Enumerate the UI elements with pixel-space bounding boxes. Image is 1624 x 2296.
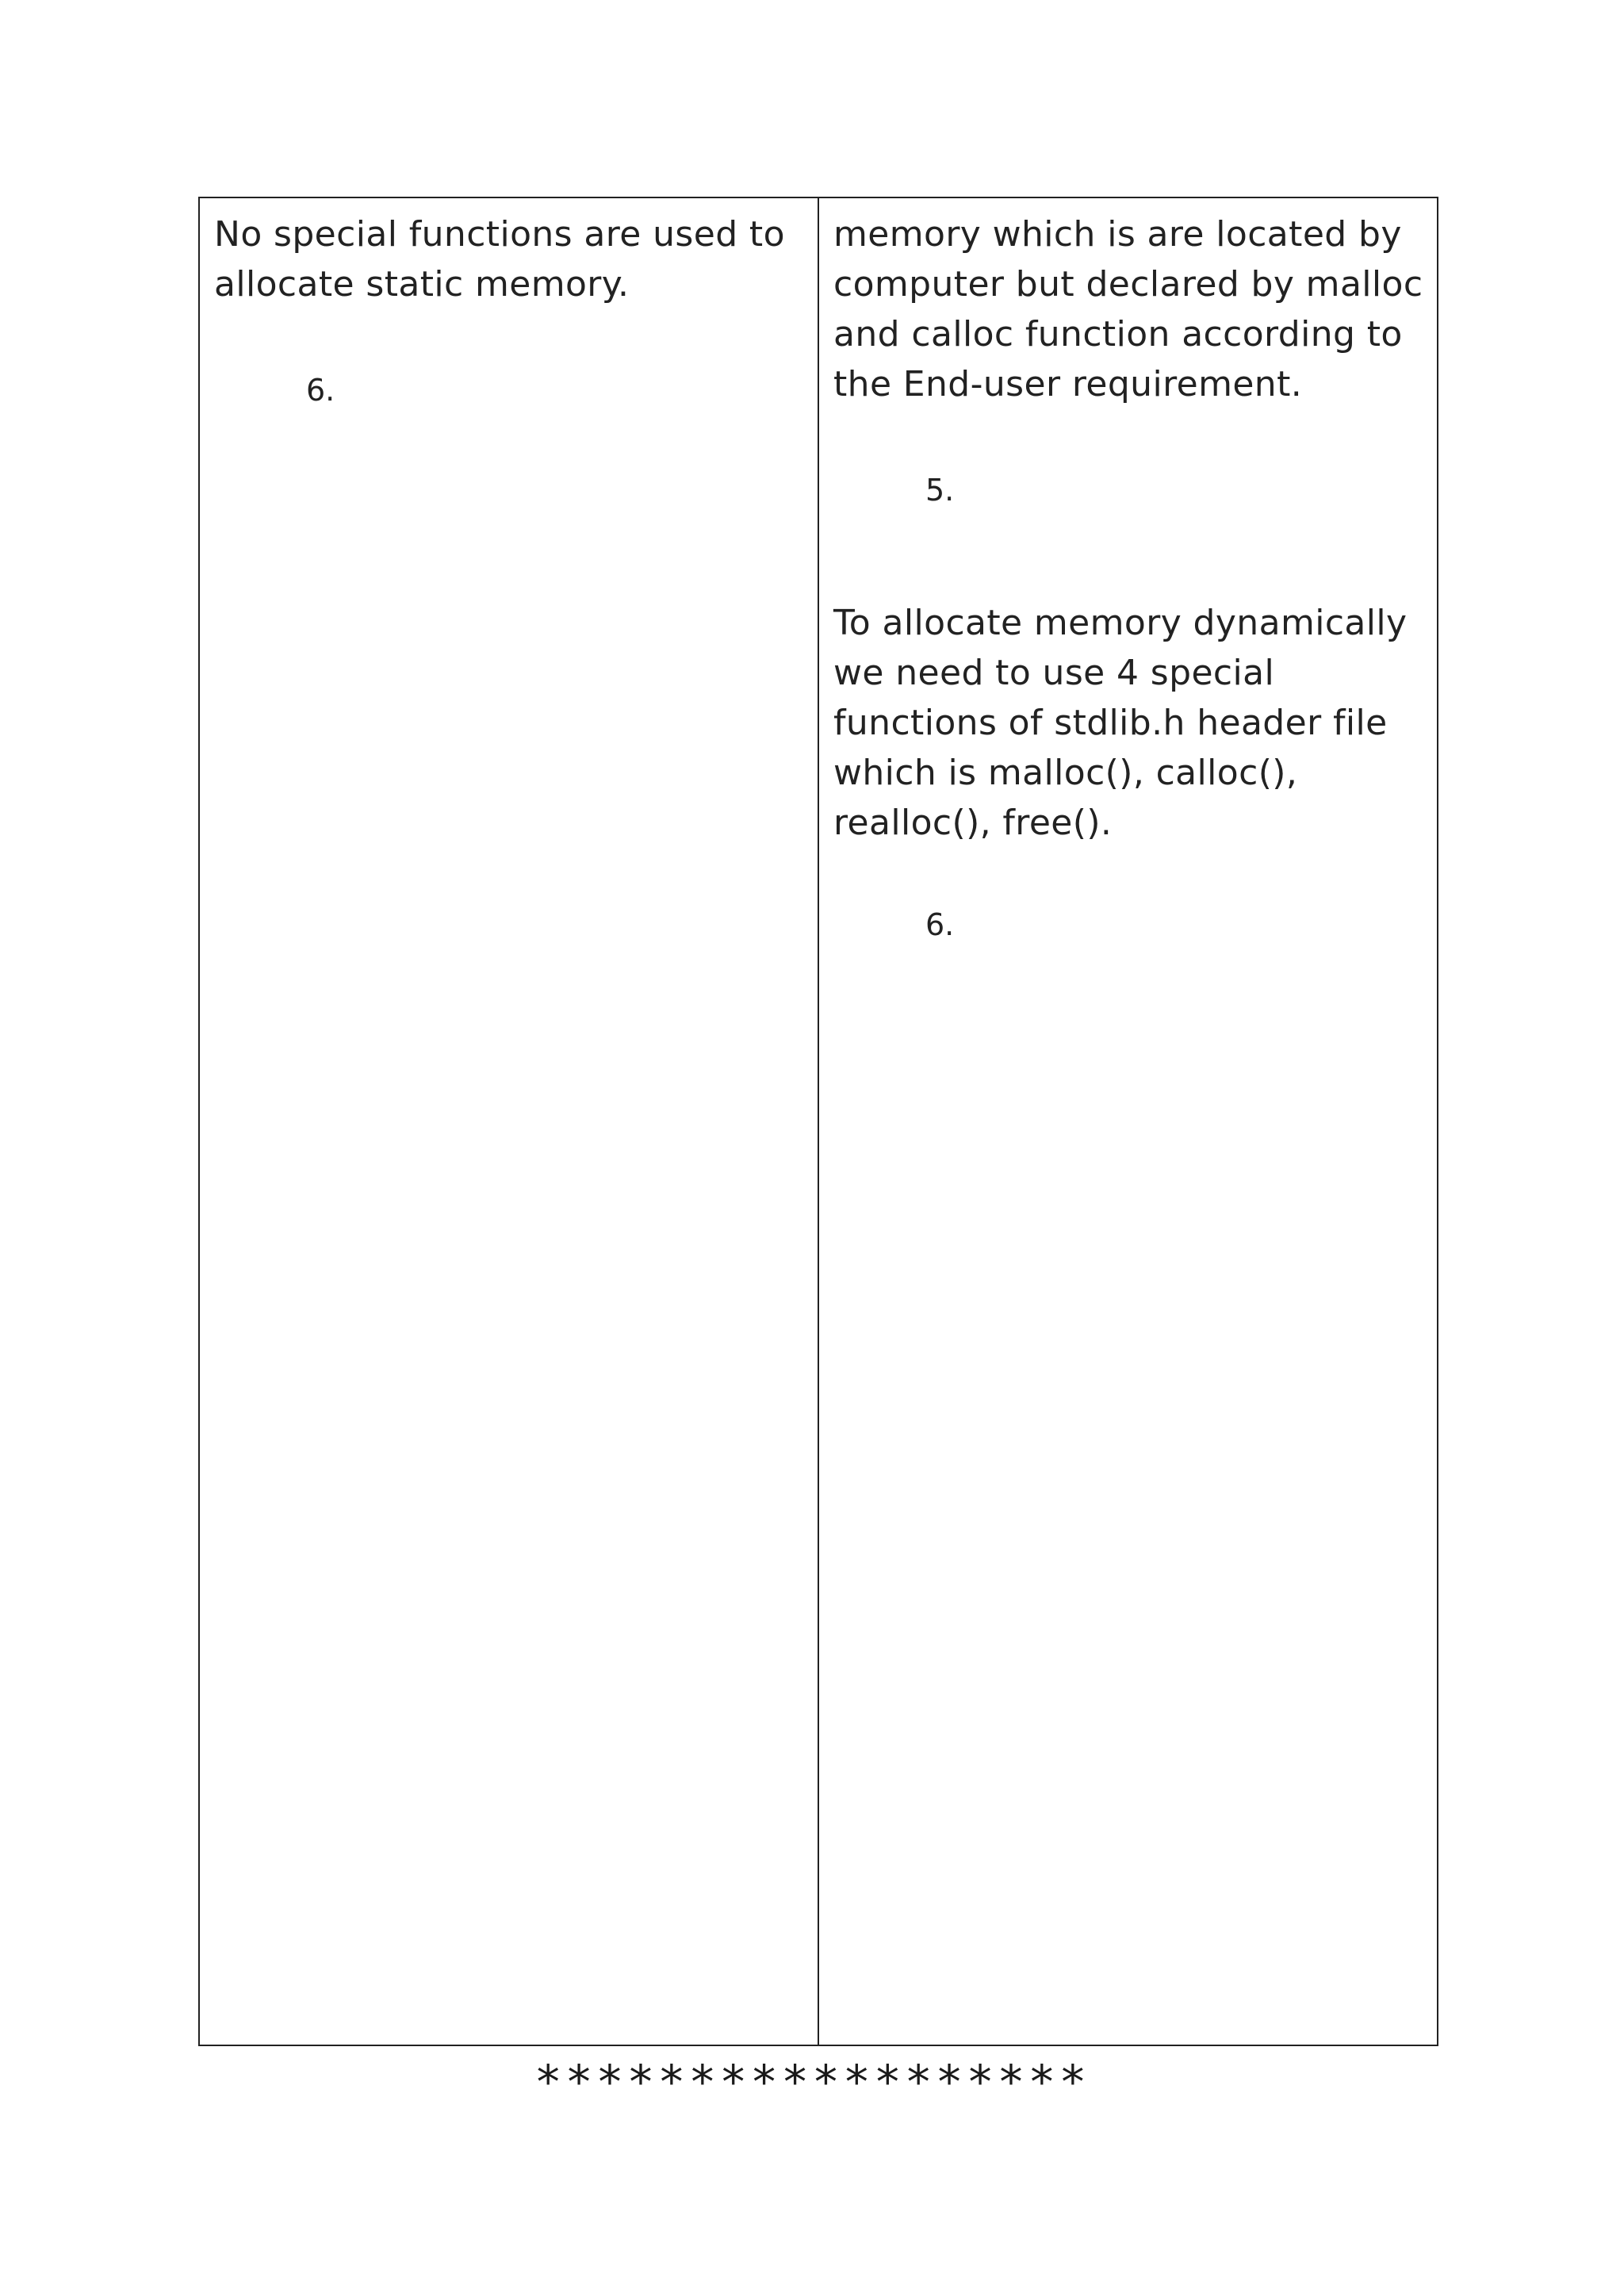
table-cell-static-memory <box>200 198 819 2045</box>
point-number: 5. <box>925 473 955 508</box>
comparison-table <box>198 197 1438 2046</box>
table-cell-dynamic-memory <box>819 198 1437 2045</box>
point-number: 6. <box>925 907 955 942</box>
point-number: 6. <box>306 373 335 408</box>
dynamic-functions-text: To allocate memory dynamically we need to use 4 special functions of stdlib.h header file which is malloc(), calloc(), realloc(), free(). <box>833 603 1408 843</box>
static-functions-text: No special functions are used to allocate static memory. <box>214 214 785 305</box>
dynamic-memory-location-text: memory which is are located by computer but declared by malloc and calloc function according to the End-user requirement. <box>833 214 1423 404</box>
end-separator: ****************** <box>534 2055 1090 2109</box>
